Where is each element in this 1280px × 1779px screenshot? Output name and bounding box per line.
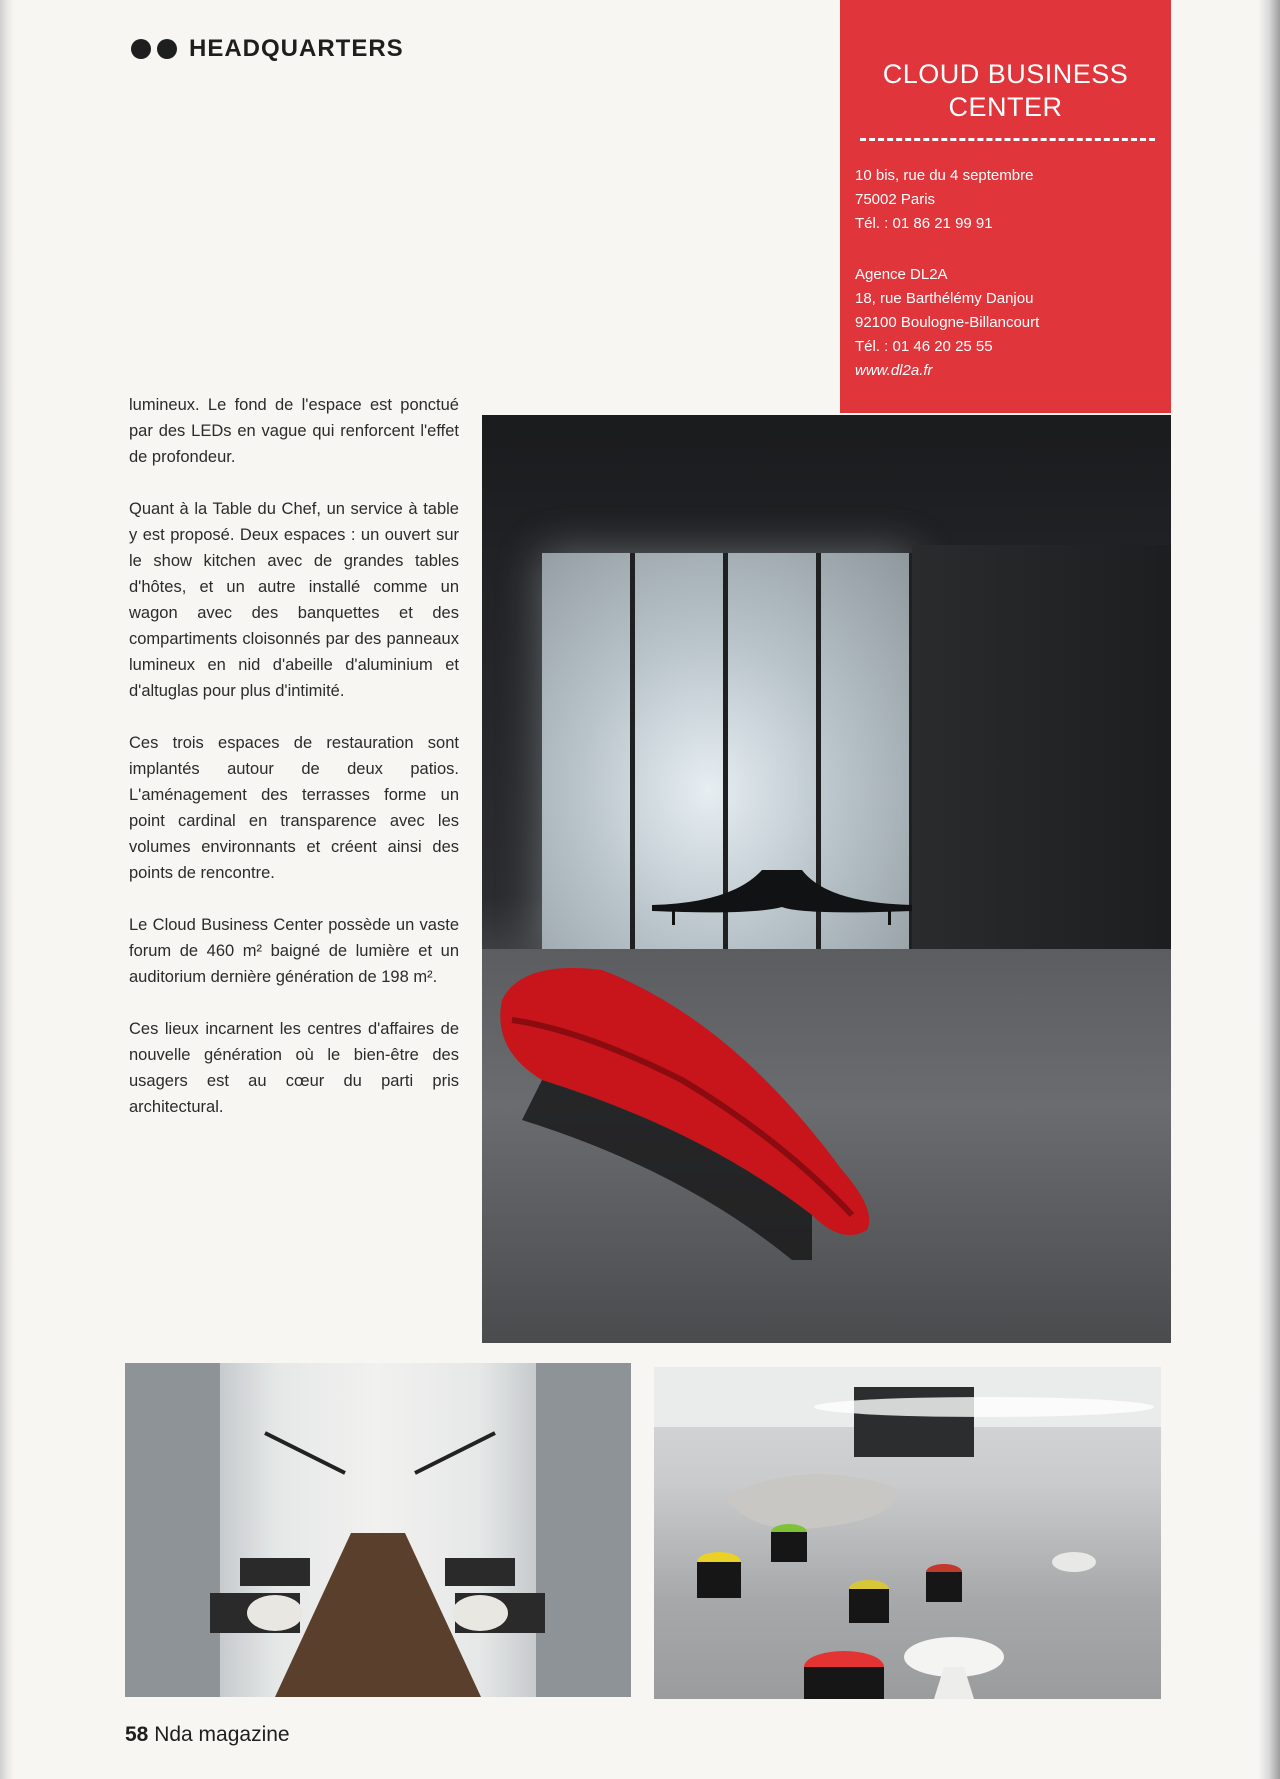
agency-name: Agence DL2A [855,266,948,283]
phone-line: Tél. : 01 46 20 25 55 [855,338,993,355]
phone-line: Tél. : 01 86 21 99 91 [855,215,993,232]
black-bench [652,865,912,925]
magazine-name: Nda magazine [154,1723,290,1746]
address-line: 18, rue Barthélémy Danjou [855,290,1034,307]
info-title-line-2: CENTER [948,92,1063,122]
dark-wall [912,545,1171,965]
page-binding-right [1258,0,1280,1779]
lounge-scene [654,1367,1161,1699]
red-lounge-seat [482,960,982,1260]
page-binding-left [0,0,14,1779]
page-number: 58 [125,1723,149,1746]
address-line: 10 bis, rue du 4 septembre [855,167,1034,184]
paragraph: Le Cloud Business Center possède un vaste forum de 460 m² baigné de lumière et un auditorium dernière génération de 198 m². [129,916,459,986]
info-box-title [840,58,1171,124]
bullet-dot-icon [131,39,151,59]
article-body [129,392,459,1146]
address-line: 75002 Paris [855,191,936,208]
info-box [840,0,1171,413]
address-block-1 [855,164,1033,236]
lounge-photo [654,1367,1161,1699]
restaurant-photo [125,1363,631,1697]
lobby-photo [482,415,1171,1343]
paragraph: lumineux. Le fond de l'espace est ponctué par des LEDs en vague qui renforcent l'effet de profondeur. [129,396,459,466]
paragraph: Ces trois espaces de restauration sont implantés autour de deux patios. L'aménagement des terrasses forme un point cardinal en transparence avec les volumes environnants et créent ainsi des points de rencontre. [129,734,459,882]
website-link[interactable]: www.dl2a.fr [855,362,933,379]
bullet-dot-icon [157,39,177,59]
section-title: HEADQUARTERS [189,35,404,62]
address-block-2 [855,263,1039,383]
address-line: 92100 Boulogne-Billancourt [855,314,1040,331]
paragraph: Quant à la Table du Chef, un service à table y est proposé. Deux espaces : un ouvert sur le show kitchen avec de grandes tables d'hôtes, et un autre installé comme un wagon avec des banquettes et des compartiments cloisonnés par des panneaux lumineux en nid d'abeille d'aluminium et d'altuglas pour plus d'intimité. [129,500,459,700]
info-title-line-1: CLOUD BUSINESS [882,59,1129,89]
paragraph: Ces lieux incarnent les centres d'affaires de nouvelle génération où le bien-être des usagers est au cœur du parti pris architectural. [129,1020,459,1116]
restaurant-scene [125,1363,631,1697]
section-header [131,34,404,64]
dashed-divider [860,138,1155,141]
page-footer [125,1723,290,1747]
